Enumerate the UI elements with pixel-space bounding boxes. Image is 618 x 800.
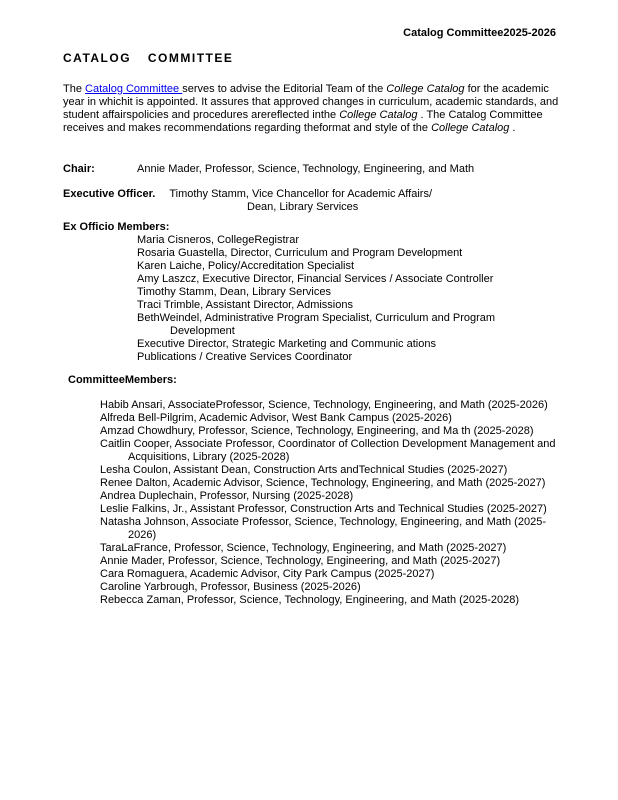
chair-row [63,163,559,176]
college-catalog-italic: College Catalog [431,122,510,134]
committee-member: Renee Dalton, Academic Advisor, Science, Technology, Engineering, and Math (2025-2027) [100,477,546,489]
committee-member: Andrea Duplechain, Professor, Nursing (2025-2028) [100,490,354,502]
executive-officer-row [63,188,559,214]
intro-text-segment: for the academic year in whichit is appointed. It assures that approved changes in curriculum, academic standards, and student affairspolicies and procedures arereflected inthe [63,83,559,121]
executive-officer-value: Timothy Stamm, Vice Chancellor for Academic Affairs/ [169,188,433,200]
ex-officio-member: Traci Trimble, Assistant Director, Admissions [137,299,353,311]
ex-officio-member: BethWeindel, Administrative Program Specialist, Curriculum and Program Development [137,312,496,337]
committee-member: Caroline Yarbrough, Professor, Business (2025-2026) [100,581,361,593]
committee-member: Annie Mader, Professor, Science, Technology, Engineering, and Math (2025-2027) [100,555,501,567]
committee-member: Natasha Johnson, Associate Professor, Science, Technology, Engineering, and Math (2025-2026) [100,516,546,541]
ex-officio-member: Executive Director, Strategic Marketing and Communic ations [137,338,436,350]
committee-member: Leslie Falkins, Jr., Assistant Professor, Construction Arts and Technical Studies (2025-2027) [100,503,547,515]
ex-officio-member: Maria Cisneros, CollegeRegistrar [137,234,300,246]
page-header-committee-year: Catalog Committee2025-2026 [403,27,556,39]
intro-text-segment: serves to advise the Editorial Team of the [182,83,387,95]
ex-officio-member: Rosaria Guastella, Director, Curriculum and Program Development [137,247,463,259]
intro-text-segment: . The Catalog Committee receives and makes recommendations regarding theformat and style of the [63,109,543,134]
committee-member: Habib Ansari, AssociateProfessor, Science, Technology, Engineering, and Math (2025-2026) [100,399,548,411]
committee-member: Amzad Chowdhury, Professor, Science, Technology, Engineering, and Ma th (2025-2028) [100,425,534,437]
chair-value: Annie Mader, Professor, Science, Technology, Engineering, and Math [137,163,475,175]
ex-officio-member: Publications / Creative Services Coordinator [137,351,353,363]
intro-paragraph [63,83,559,135]
committee-member: Alfreda Bell-Pilgrim, Academic Advisor, West Bank Campus (2025-2026) [100,412,452,424]
committee-member: Cara Romaguera, Academic Advisor, City Park Campus (2025-2027) [100,568,435,580]
executive-officer-label: Executive Officer. [63,188,156,200]
document-title: CATALOG COMMITTEE [63,51,234,65]
college-catalog-italic: College Catalog [386,83,465,95]
ex-officio-list [137,234,558,364]
committee-member: Lesha Coulon, Assistant Dean, Construction Arts andTechnical Studies (2025-2027) [100,464,508,476]
committee-member: Caitlin Cooper, Associate Professor, Coordinator of Collection Development Management and Acquisitions, Library (2025-2028) [100,438,556,463]
intro-text-segment: The [63,83,86,95]
ex-officio-member: Timothy Stamm, Dean, Library Services [137,286,331,298]
catalog-committee-link[interactable]: Catalog Committee [85,83,183,95]
committee-member: TaraLaFrance, Professor, Science, Technology, Engineering, and Math (2025-2027) [100,542,507,554]
ex-officio-heading: Ex Officio Members: [63,221,170,233]
executive-officer-line2: Dean, Library Services [247,201,359,213]
committee-members-heading: CommitteeMembers: [68,374,177,386]
committee-members-list [100,399,557,607]
chair-label: Chair: [63,163,95,175]
committee-member: Rebecca Zaman, Professor, Science, Technology, Engineering, and Math (2025-2028) [100,594,520,606]
college-catalog-italic: College Catalog [339,109,418,121]
ex-officio-member: Amy Laszcz, Executive Director, Financial Services / Associate Controller [137,273,494,285]
ex-officio-member: Karen Laiche, Policy/Accreditation Specialist [137,260,355,272]
executive-officer-line1 [63,188,559,201]
intro-text-segment: . [509,122,516,134]
